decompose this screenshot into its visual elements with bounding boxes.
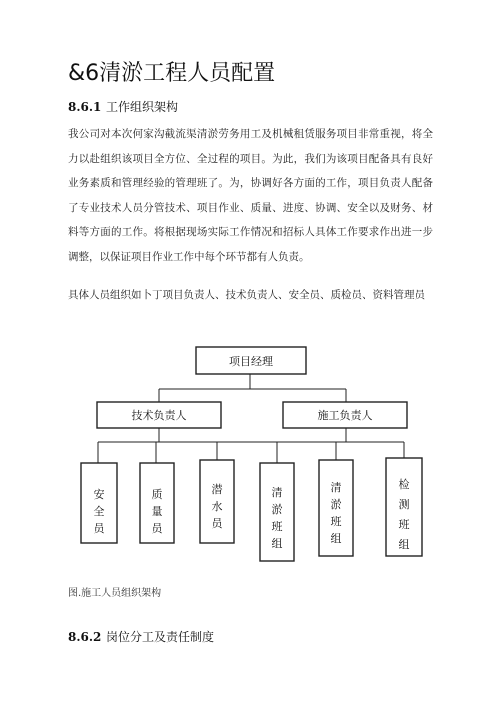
section-number: 8.6.2 — [68, 630, 102, 644]
org-node-leaf-5-label: 清淤班组 — [330, 481, 342, 545]
org-node-leaf-2 — [140, 463, 174, 543]
org-chart — [60, 335, 440, 575]
org-node-leaf-3-label: 潜水员 — [211, 483, 223, 530]
section-heading-8-6-2 — [68, 628, 214, 646]
section-number: 8.6.1 — [68, 100, 102, 114]
org-node-leaf-2-label: 质量员 — [151, 488, 163, 535]
org-node-leaf-4 — [260, 463, 294, 561]
org-node-leaf-4-label: 清淤班组 — [271, 486, 283, 550]
chapter-heading: &6清淤工程人员配置 — [68, 61, 276, 86]
org-node-leaf-1-label: 安全员 — [93, 488, 105, 535]
body-paragraph-2: 具体人员组织如卜丁项目负责人、技术负责人、安全员、质检员、资料管理员 — [68, 289, 425, 301]
org-node-root-label: 项目经理 — [229, 355, 273, 368]
org-node-leaf-3 — [200, 460, 234, 543]
body-paragraph-1: 我公司对本次何家沟截流渠清淤劳务用工及机械租赁服务项目非常重视，将全力以赴组织该项目全方位、全过程的项目。为此，我们为该项目配备具有良好业务素质和管理经验的管理班了。为，协调好各方面的工作，项目负责人配备了专业技术人员分管技术、项目作业、质量、进度、协调、安全以及财务、材料等方面的工作。将根据现场实际工作情况和招标人具体工作要求作出进一步调整，以保证项目作业工作中每个环节都有人负责。 — [68, 128, 433, 263]
org-node-leaf-1 — [81, 463, 117, 543]
org-chart-svg — [60, 335, 440, 575]
org-node-branch-1-label: 技术负责人 — [131, 409, 187, 422]
org-node-leaf-5 — [319, 460, 353, 556]
org-node-root — [196, 347, 306, 374]
org-node-branch-1 — [97, 402, 221, 428]
section-heading-8-6-1 — [68, 98, 178, 116]
org-node-branch-2 — [283, 402, 407, 428]
org-node-leaf-6-label: 检测班组 — [398, 478, 410, 551]
org-node-branch-2-label: 施工负责人 — [317, 409, 373, 422]
org-node-leaf-6 — [386, 458, 422, 556]
figure-caption: 图.施工人员组织架构 — [68, 588, 162, 599]
section-title: 岗位分工及责任制度 — [106, 630, 215, 644]
section-title: 工作组织架构 — [106, 100, 179, 114]
